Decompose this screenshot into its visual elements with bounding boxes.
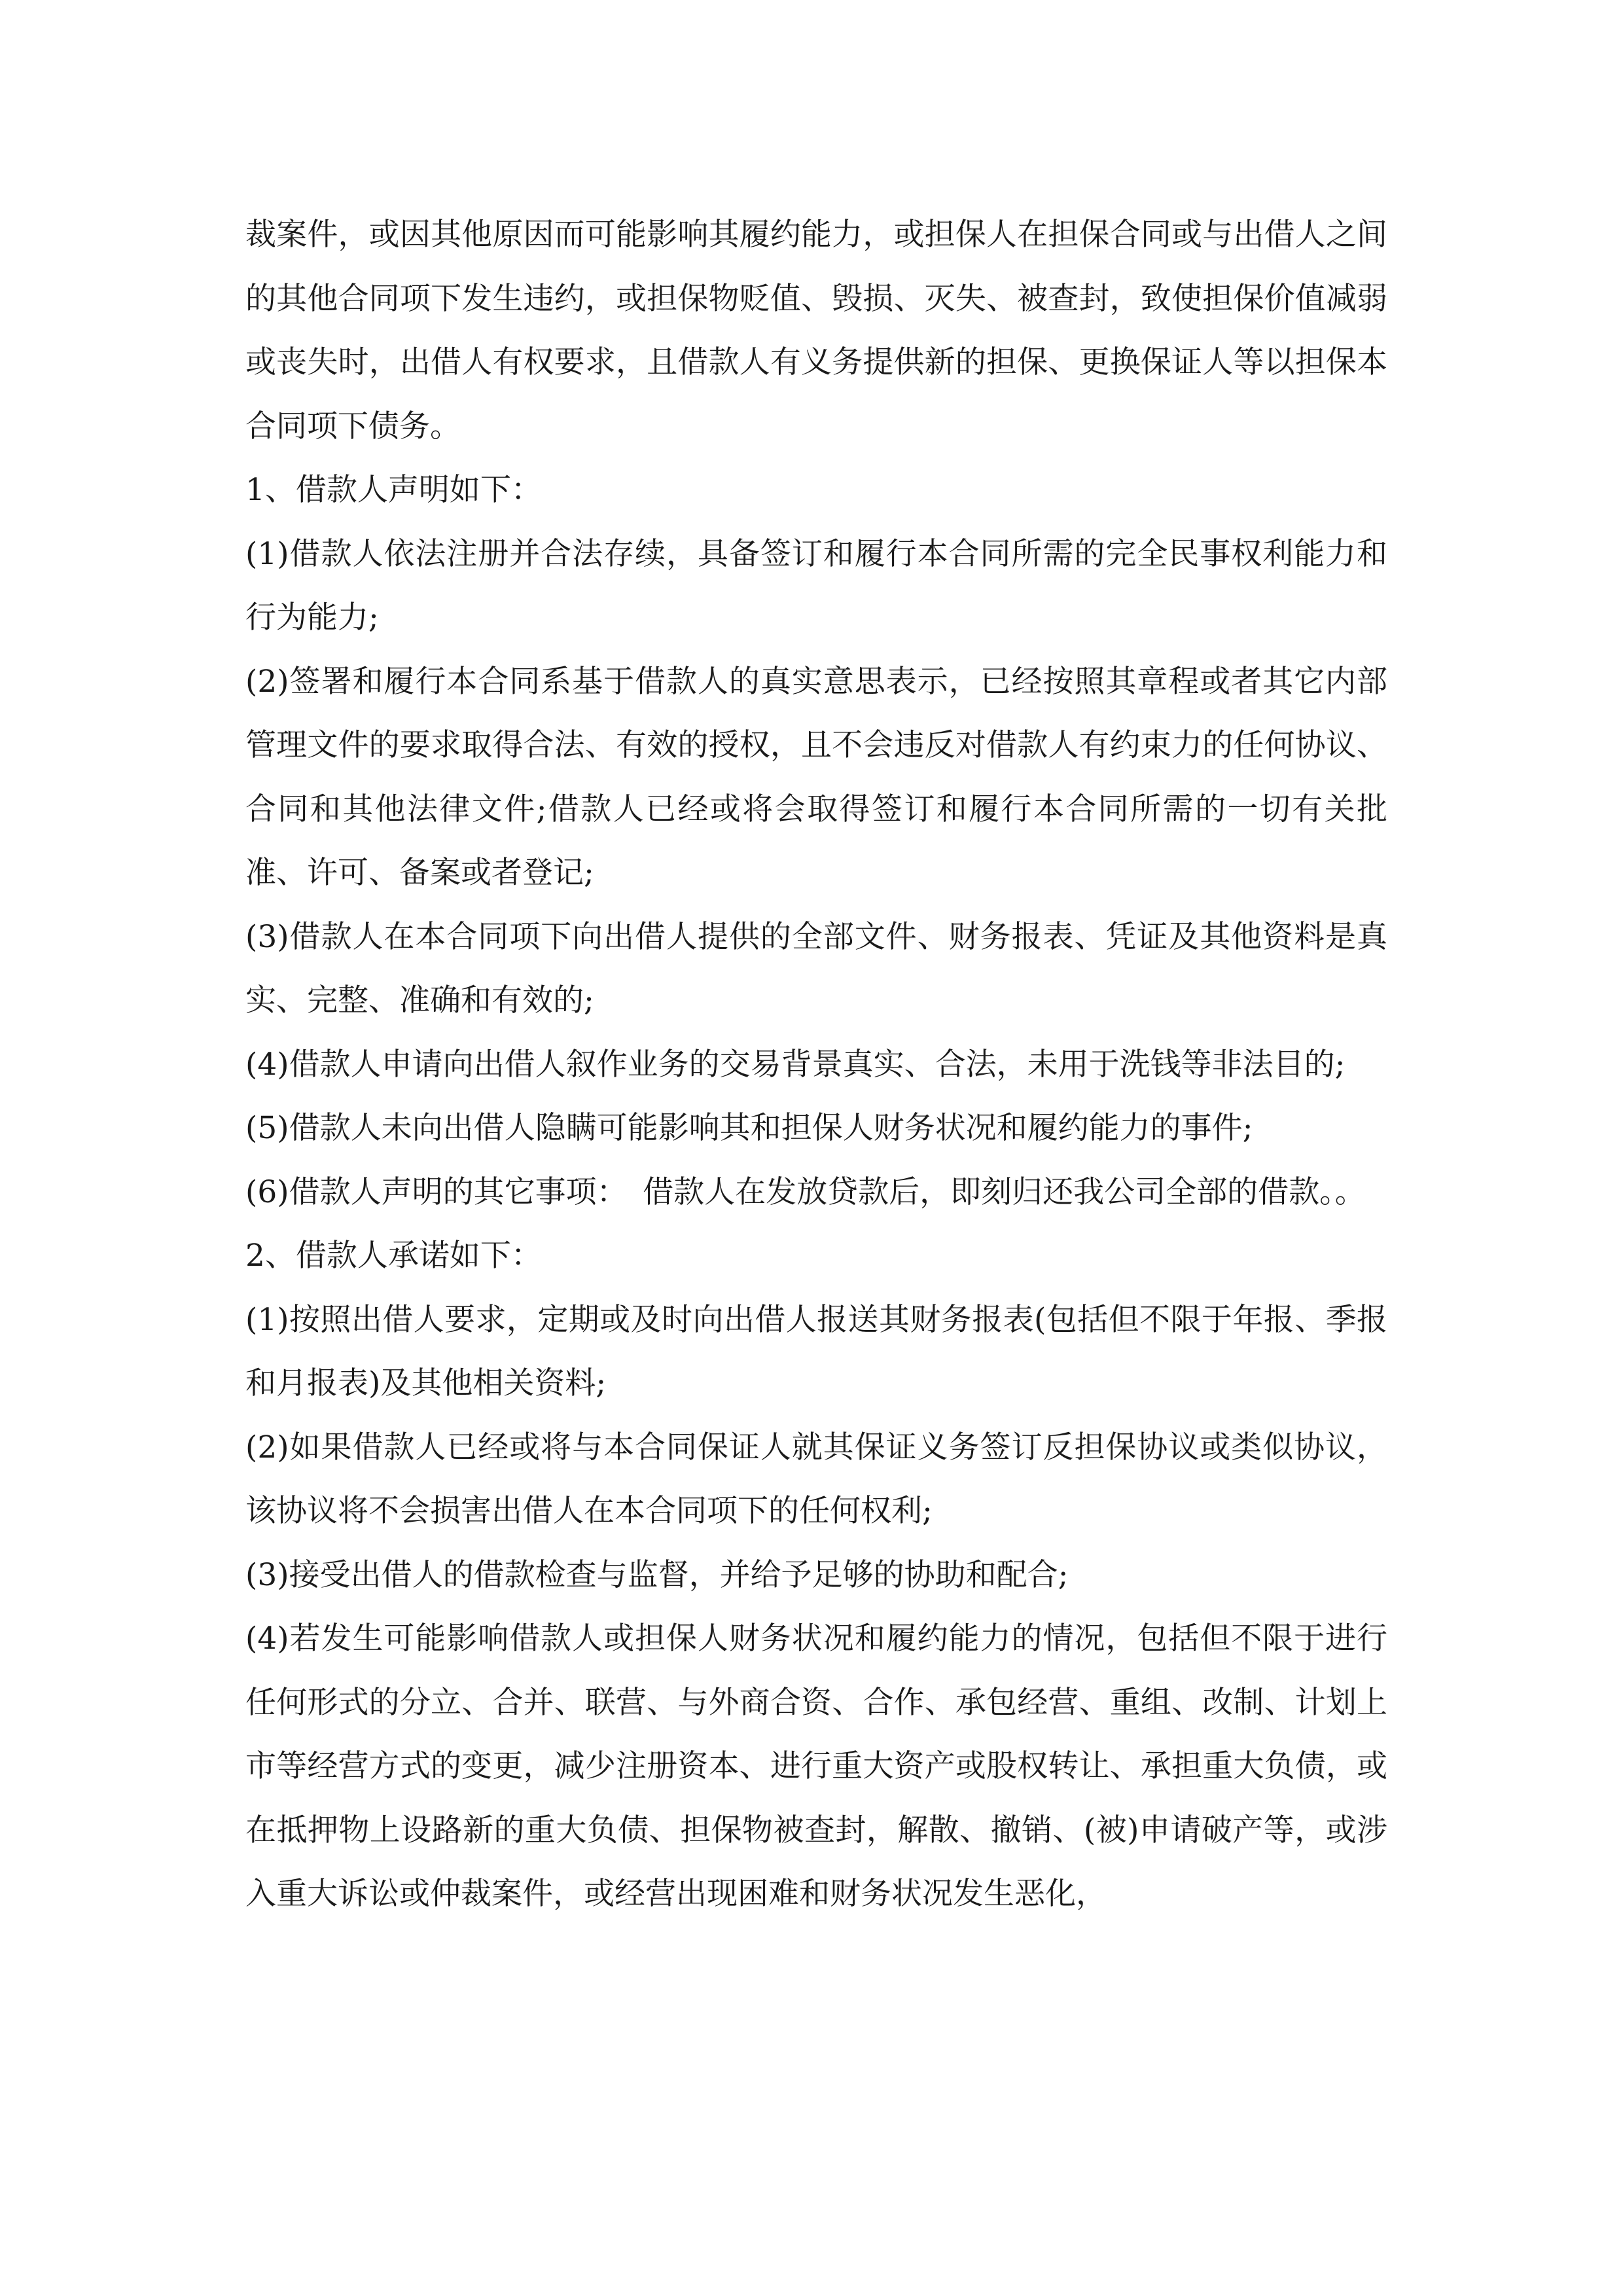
heading-borrower-declarations: 1、借款人声明如下： [245, 472, 542, 508]
declaration-item-5: (5)借款人未向出借人隐瞒可能影响其和担保人财务状况和履约能力的事件; [245, 1110, 1253, 1146]
declaration-item-3: (3)借款人在本合同项下向出借人提供的全部文件、财务报表、凭证及其他资料是真实、完整、准确和有效的; [245, 918, 1387, 1018]
declaration-item-6: (6)借款人声明的其它事项： 借款人在发放贷款后，即刻归还我公司全部的借款。。 [245, 1174, 1366, 1210]
commitment-item-1: (1)按照出借人要求，定期或及时向出借人报送其财务报表(包括但不限于年报、季报和月报表)及其他相关资料; [245, 1301, 1387, 1401]
declaration-item-4: (4)借款人申请向出借人叙作业务的交易背景真实、合法，未用于洗钱等非法目的; [245, 1046, 1346, 1083]
declaration-item-1: (1)借款人依法注册并合法存续，具备签订和履行本合同所需的完全民事权利能力和行为能力; [245, 535, 1387, 636]
commitment-item-4: (4)若发生可能影响借款人或担保人财务状况和履约能力的情况，包括但不限于进行任何形式的分立、合并、联营、与外商合资、合作、承包经营、重组、改制、计划上市等经营方式的变更，减少注册资本、进行重大资产或股权转让、承担重大负债，或在抵押物上设路新的重大负债、担保物被查封，解散、撤销、(被)申请破产等，或涉入重大诉讼或仲裁案件，或经营出现困难和财务状况发生恶化， [245, 1621, 1387, 1912]
heading-borrower-commitments: 2、借款人承诺如下： [245, 1238, 542, 1274]
declaration-item-2: (2)签署和履行本合同系基于借款人的真实意思表示，已经按照其章程或者其它内部管理文件的要求取得合法、有效的授权，且不会违反对借款人有约束力的任何协议、合同和其他法律文件;借款人已经或将会取得签订和履行本合同所需的一切有关批准、许可、备案或者登记; [245, 663, 1387, 891]
commitment-item-2: (2)如果借款人已经或将与本合同保证人就其保证义务签订反担保协议或类似协议，该协议将不会损害出借人在本合同项下的任何权利; [245, 1429, 1387, 1529]
paragraph-guarantee-continuation: 裁案件，或因其他原因而可能影响其履约能力，或担保人在担保合同或与出借人之间的其他合同项下发生违约，或担保物贬值、毁损、灭失、被查封，致使担保价值减弱或丧失时，出借人有权要求，且借款人有义务提供新的担保、更换保证人等以担保本合同项下债务。 [245, 217, 1387, 444]
contract-body [245, 203, 1387, 1926]
commitment-item-3: (3)接受出借人的借款检查与监督，并给予足够的协助和配合; [245, 1556, 1069, 1593]
